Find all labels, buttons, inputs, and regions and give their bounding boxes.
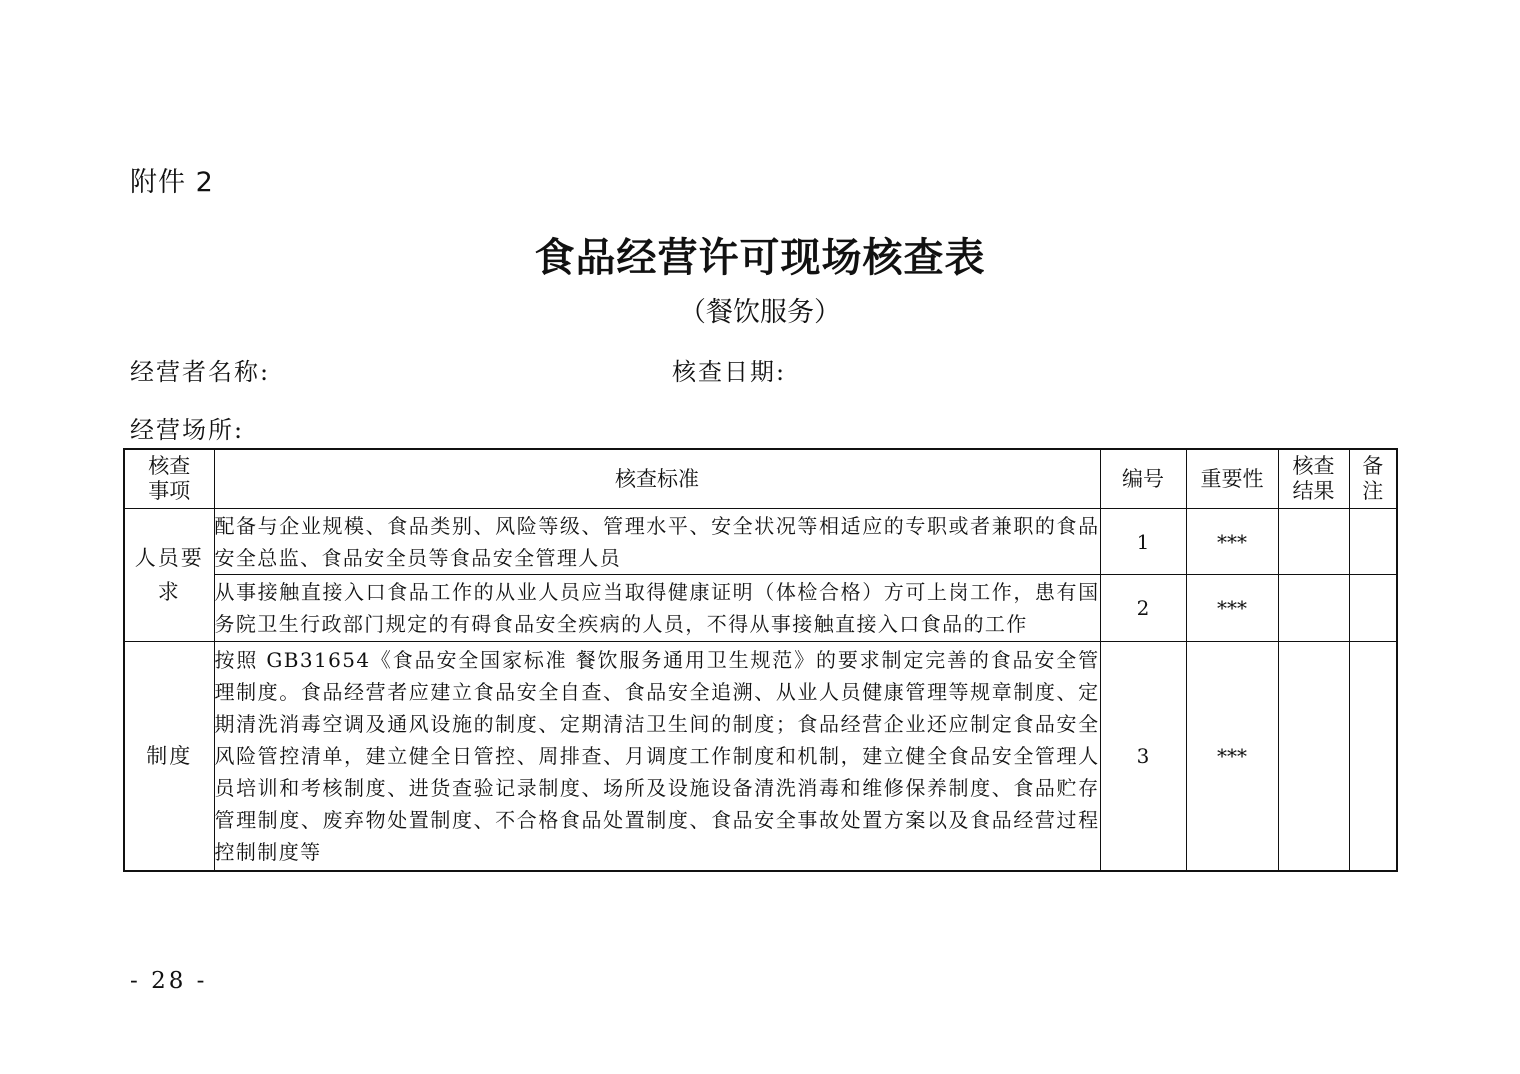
importance-rating: *** (1186, 575, 1278, 642)
check-standard: 按照 GB31654《食品安全国家标准 餐饮服务通用卫生规范》的要求制定完善的食品安全管理制度。食品经营者应建立食品安全自查、食品安全追溯、从业人员健康管理等规章制度、定期清洗消毒空调及通风设施的制度、定期清洁卫生间的制度；食品经营企业还应制定食品安全风险管控清单，建立健全日管控、周排查、月调度工作制度和机制，建立健全食品安全管理人员培训和考核制度、进货查验记录制度、场所及设施设备清洗消毒和维修保养制度、食品贮存管理制度、废弃物处置制度、不合格食品处置制度、食品安全事故处置方案以及食品经营过程控制制度等 (214, 642, 1100, 872)
check-standard: 从事接触直接入口食品工作的从业人员应当取得健康证明（体检合格）方可上岗工作，患有国务院卫生行政部门规定的有碍食品安全疾病的人员，不得从事接触直接入口食品的工作 (214, 575, 1100, 642)
remark-cell[interactable] (1349, 575, 1397, 642)
header-check-standard: 核查标准 (214, 449, 1100, 509)
item-number: 2 (1100, 575, 1186, 642)
check-result-cell[interactable] (1278, 575, 1349, 642)
check-result-cell[interactable] (1278, 642, 1349, 872)
remark-cell[interactable] (1349, 509, 1397, 575)
header-importance: 重要性 (1186, 449, 1278, 509)
table-row (124, 642, 1397, 872)
check-item-personnel: 人员要求 (124, 509, 214, 642)
importance-rating: *** (1186, 509, 1278, 575)
importance-rating: *** (1186, 642, 1278, 872)
header-check-result: 核查结果 (1278, 449, 1349, 509)
check-result-cell[interactable] (1278, 509, 1349, 575)
table-header-row (124, 449, 1397, 509)
check-item-system: 制度 (124, 642, 214, 872)
item-number: 3 (1100, 642, 1186, 872)
header-check-item: 核查事项 (124, 449, 214, 509)
inspection-table (123, 448, 1398, 872)
remark-cell[interactable] (1349, 642, 1397, 872)
premises-label: 经营场所: (130, 416, 245, 444)
item-number: 1 (1100, 509, 1186, 575)
table-row (124, 509, 1397, 575)
page-title: 食品经营许可现场核查表 (534, 234, 986, 281)
operator-name-label: 经营者名称: (130, 358, 271, 386)
check-date-label: 核查日期: (672, 358, 787, 386)
page-number: - 28 - (130, 968, 208, 994)
check-standard: 配备与企业规模、食品类别、风险等级、管理水平、安全状况等相适应的专职或者兼职的食品安全总监、食品安全员等食品安全管理人员 (214, 509, 1100, 575)
attachment-label: 附件 2 (130, 167, 214, 198)
header-remark: 备注 (1349, 449, 1397, 509)
header-number: 编号 (1100, 449, 1186, 509)
page-subtitle: （餐饮服务） (679, 297, 841, 328)
table-row (124, 575, 1397, 642)
